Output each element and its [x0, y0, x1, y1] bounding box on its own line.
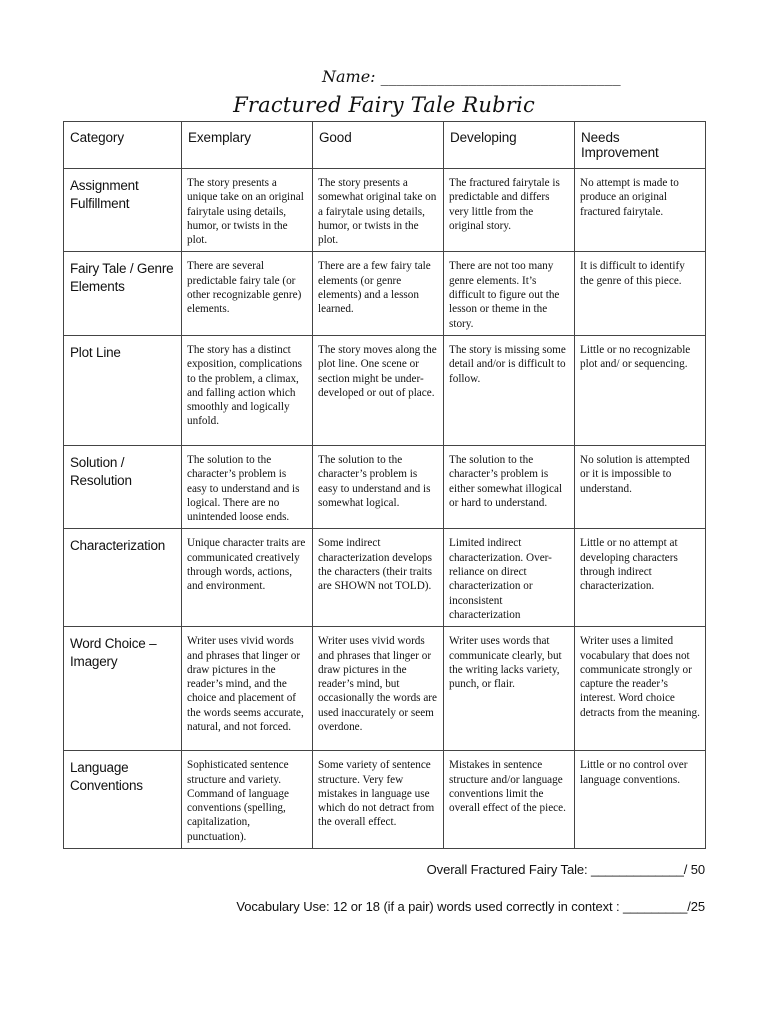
good-cell: Some indirect characterization develops the characters (their traits are SHOWN not TOLD). [313, 529, 444, 627]
column-header-category: Category [64, 122, 182, 169]
category-cell: Solution / Resolution [64, 445, 182, 528]
good-cell: The story presents a somewhat original take on a fairytale using details, humor, or twists in the plot. [313, 169, 444, 252]
exemplary-cell: The solution to the character’s problem is easy to understand and is logical. There are no unintended loose ends. [182, 445, 313, 528]
table-row [64, 335, 706, 445]
category-cell: Characterization [64, 529, 182, 627]
header-row [64, 122, 706, 169]
column-header-good: Good [313, 122, 444, 169]
rubric-table [63, 121, 706, 849]
good-cell: There are a few fairy tale elements (or genre elements) and a lesson learned. [313, 252, 444, 335]
exemplary-cell: Unique character traits are communicated creatively through words, actions, and environment. [182, 529, 313, 627]
column-header-developing: Developing [444, 122, 575, 169]
good-cell: Writer uses vivid words and phrases that linger or draw pictures in the reader’s mind, but occasionally the words are used inaccurately or seem overdone. [313, 627, 444, 751]
category-cell: Fairy Tale / Genre Elements [64, 252, 182, 335]
exemplary-cell: Writer uses vivid words and phrases that linger or draw pictures in the reader’s mind, and the choice and placement of the words seems accurate, natural, and not forced. [182, 627, 313, 751]
needs-improvement-cell: Writer uses a limited vocabulary that does not communicate strongly or capture the reader’s interest. Word choice detracts from the meaning. [575, 627, 706, 751]
exemplary-cell: The story presents a unique take on an original fairytale using details, humor, or twists in the plot. [182, 169, 313, 252]
developing-cell: Mistakes in sentence structure and/or language conventions limit the overall effect of the piece. [444, 751, 575, 849]
exemplary-cell: Sophisticated sentence structure and variety. Command of language conventions (spelling, capitalization, punctuation). [182, 751, 313, 849]
exemplary-cell: There are several predictable fairy tale (or other recognizable genre) elements. [182, 252, 313, 335]
table-row [64, 169, 706, 252]
developing-cell: The story is missing some detail and/or is difficult to follow. [444, 335, 575, 445]
exemplary-cell: The story has a distinct exposition, complications to the problem, a climax, and falling action which smoothly and logically unfold. [182, 335, 313, 445]
category-cell: Language Conventions [64, 751, 182, 849]
developing-cell: Limited indirect characterization. Over-reliance on direct characterization or inconsistent characterization [444, 529, 575, 627]
needs-improvement-cell: Little or no control over language conventions. [575, 751, 706, 849]
table-row [64, 445, 706, 528]
needs-improvement-cell: No solution is attempted or it is impossible to understand. [575, 445, 706, 528]
overall-score-line: Overall Fractured Fairy Tale: _____________/ 50 [426, 862, 705, 877]
developing-cell: There are not too many genre elements. It’s difficult to figure out the lesson or theme in the story. [444, 252, 575, 335]
name-blank: ______________________________ [380, 67, 621, 86]
name-line [322, 67, 621, 86]
table-row [64, 252, 706, 335]
developing-cell: The fractured fairytale is predictable and differs very little from the original story. [444, 169, 575, 252]
column-header-needs-improvement: Needs Improvement [575, 122, 706, 169]
category-cell: Word Choice – Imagery [64, 627, 182, 751]
name-label: Name: [322, 67, 376, 86]
good-cell: Some variety of sentence structure. Very few mistakes in language use which do not detract from the overall effect. [313, 751, 444, 849]
developing-cell: The solution to the character’s problem is either somewhat illogical or hard to understand. [444, 445, 575, 528]
needs-improvement-cell: It is difficult to identify the genre of this piece. [575, 252, 706, 335]
category-cell: Plot Line [64, 335, 182, 445]
developing-cell: Writer uses words that communicate clearly, but the writing lacks variety, punch, or flair. [444, 627, 575, 751]
good-cell: The story moves along the plot line. One scene or section might be under-developed or out of place. [313, 335, 444, 445]
column-header-exemplary: Exemplary [182, 122, 313, 169]
table-row [64, 627, 706, 751]
page-title: Fractured Fairy Tale Rubric [233, 93, 535, 117]
category-cell: Assignment Fulfillment [64, 169, 182, 252]
vocabulary-score-line: Vocabulary Use: 12 or 18 (if a pair) words used correctly in context : _________/25 [236, 899, 705, 914]
needs-improvement-cell: Little or no recognizable plot and/ or sequencing. [575, 335, 706, 445]
good-cell: The solution to the character’s problem is easy to understand and is somewhat logical. [313, 445, 444, 528]
needs-improvement-cell: Little or no attempt at developing characters through indirect characterization. [575, 529, 706, 627]
table-row [64, 751, 706, 849]
needs-improvement-cell: No attempt is made to produce an original fractured fairytale. [575, 169, 706, 252]
table-row [64, 529, 706, 627]
